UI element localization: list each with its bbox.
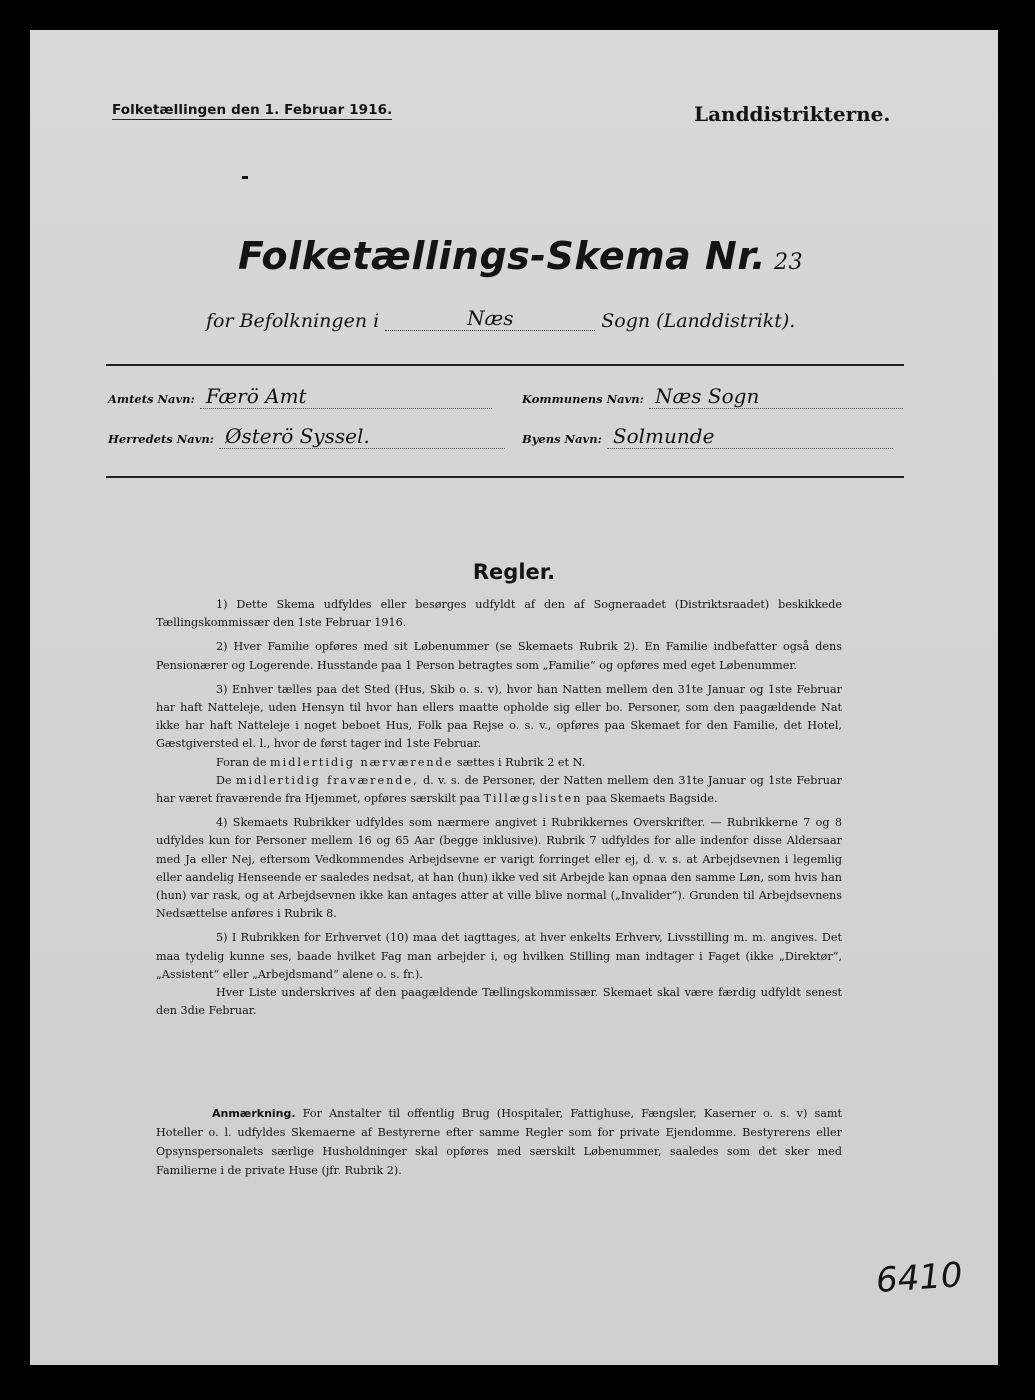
population-suffix: Sogn (Landdistrikt). xyxy=(601,310,796,332)
remark-paragraph xyxy=(156,1104,842,1180)
remark-block xyxy=(156,1104,842,1180)
kommune-field xyxy=(522,384,903,409)
rule-5: 5) I Rubrikken for Erhvervet (10) maa det iagttages, at hver enkelts Erhverv, Livsstilling m. m. angives. Det maa tydelig kunne ses, baade hvilket Fag man arbejder i, og hvilken Stilling man indtager i Faget (ikke „Direktør“, „Assistent“ eller „Arbejdsmand“ alene o. s. fr.). xyxy=(156,931,842,981)
rule-6: Hver Liste underskrives af den paagældende Tællingskommissær. Skemaet skal være færdig udfyldt senest den 3die Februar. xyxy=(156,986,842,1018)
amt-label: Amtets Navn: xyxy=(108,392,195,406)
remark-text: For Anstalter til offentlig Brug (Hospitaler, Fattighuse, Fængsler, Kaserner o. s. v) samt Hoteller o. l. udfyldes Skemaerne af Bestyrerne efter samme Regler som for private Ejendomme. Bestyrerens eller Opsynspersonalets særlige Husholdninger skal opføres med særskilt Løbenummer, saaledes som det sker med Familierne i de private Huse (jfr. Rubrik 2). xyxy=(156,1107,842,1177)
rule-3c-mid: d. v. s. de Personer, der Natten mellem den 31te Januar og 1ste Februar har været fraværende fra Hjemmet, opføres særskilt paa xyxy=(156,773,842,806)
herred-value: Østerö Syssel. xyxy=(219,424,505,449)
archive-number: 6410 xyxy=(874,1255,964,1301)
rule-3c-pre: De xyxy=(216,773,232,787)
form-number: 23 xyxy=(774,250,804,275)
population-line xyxy=(206,308,795,333)
census-form-page xyxy=(30,30,998,1365)
bottom-divider xyxy=(106,476,904,478)
rule-3b-post: sættes i Rubrik 2 et N. xyxy=(456,755,586,769)
kommune-label: Kommunens Navn: xyxy=(522,392,644,406)
rule-2: 2) Hver Familie opføres med sit Løbenummer (se Skemaets Rubrik 2). En Familie indbefatter også dens Pensionærer og Logerende. Husstande paa 1 Person betragtes som „Familie“ og opføres med eget Løbenummer. xyxy=(156,640,842,672)
by-field xyxy=(522,424,893,449)
rule-3c-emphasis: midlertidig fraværende, xyxy=(235,773,419,787)
form-title xyxy=(238,234,803,278)
population-prefix: for Befolkningen i xyxy=(206,310,380,332)
top-divider xyxy=(106,364,904,366)
rule-3b-emphasis: midlertidig nærværende xyxy=(270,755,454,769)
herred-label: Herredets Navn: xyxy=(108,432,215,446)
rule-1: 1) Dette Skema udfyldes eller besørges udfyldt af den af Sogneraadet (Distriktsraadet) beskikkede Tællingskommissær den 1ste Februar 1916. xyxy=(156,598,842,630)
form-title-text: Folketællings-Skema Nr. xyxy=(238,234,767,278)
parish-field xyxy=(385,306,595,331)
kommune-value: Næs Sogn xyxy=(649,384,903,409)
rule-3: 3) Enhver tælles paa det Sted (Hus, Skib o. s. v), hvor han Natten mellem den 31te Januar og 1ste Februar har haft Natteleje, uden Hensyn til hvor han ellers maatte opholde sig eller bo. Personer, som den paagældende Nat ikke har haft Natteleje i noget beboet Hus, Folk paa Rejse o. s. v., opføres paa Skemaet for den Familie, det Hotel, Gæstgiversted el. l., hvor de først tager ind 1ste Februar. xyxy=(156,682,842,751)
rule-3b-pre: Foran de xyxy=(216,755,267,769)
by-value: Solmunde xyxy=(607,424,893,449)
by-label: Byens Navn: xyxy=(522,432,602,446)
parish-value: Næs xyxy=(466,306,514,330)
ink-mark xyxy=(242,176,248,179)
census-date-header: Folketællingen den 1. Februar 1916. xyxy=(112,102,393,118)
remark-label: Anmærkning. xyxy=(212,1107,296,1120)
herred-field xyxy=(108,424,505,449)
rules-body xyxy=(156,596,842,1026)
rule-3c-post: paa Skemaets Bagside. xyxy=(586,792,718,806)
rule-3b xyxy=(156,754,842,772)
amt-field xyxy=(108,384,492,409)
rule-4: 4) Skemaets Rubrikker udfyldes som nærmere angivet i Rubrikkernes Overskrifter. — Rubrikkerne 7 og 8 udfyldes kun for Personer mellem 16 og 65 Aar (begge inklusive). Rubrik 7 udfyldes for alle indenfor disse Aldersaar med Ja eller Nej, eftersom Vedkommendes Arbejdsevne er varigt forringet eller ej, d. v. s. at Arbejdsevnen i legemlig eller aandelig Henseende er saaledes nedsat, at han (hun) ikke ved sit Arbejde kan opnaa den samme Løn, som hvis han (hun) var rask, og at Arbejdsevnen ikke kan antages atter at ville blive normal („Invalider“). Grunden til Arbejdsevnens Nedsættelse anføres i Rubrik 8. xyxy=(156,816,842,921)
amt-value: Færö Amt xyxy=(200,384,492,409)
rule-3c-emphasis-2: Tillægslisten xyxy=(483,792,583,806)
district-type-header: Landdistrikterne. xyxy=(694,102,891,126)
rule-3c xyxy=(156,772,842,808)
rules-heading: Regler. xyxy=(472,560,556,584)
